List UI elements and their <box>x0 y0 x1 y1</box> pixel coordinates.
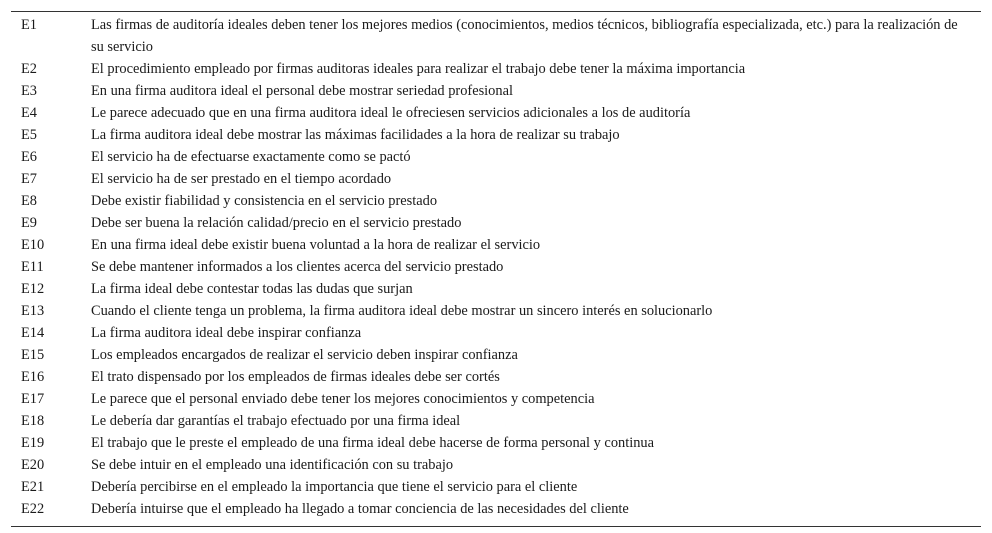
item-statement: Debería percibirse en el empleado la importancia que tiene el servicio para el cliente <box>91 479 578 495</box>
item-code: E21 <box>21 479 45 495</box>
item-code: E19 <box>21 435 45 451</box>
item-code: E20 <box>21 457 45 473</box>
table-row <box>11 256 981 278</box>
item-code: E5 <box>21 127 37 143</box>
item-statement: Debería intuirse que el empleado ha llegado a tomar conciencia de las necesidades del cliente <box>91 501 629 517</box>
item-statement: Le parece que el personal enviado debe tener los mejores conocimientos y competencia <box>91 391 595 407</box>
table-row <box>11 124 981 146</box>
item-code: E7 <box>21 171 37 187</box>
item-statement: Los empleados encargados de realizar el servicio deben inspirar confianza <box>91 347 518 363</box>
table-row <box>11 454 981 476</box>
item-code: E2 <box>21 61 37 77</box>
item-code: E6 <box>21 149 37 165</box>
item-code: E11 <box>21 259 44 275</box>
table-body <box>11 14 981 520</box>
item-statement: Se debe intuir en el empleado una identificación con su trabajo <box>91 457 454 473</box>
item-statement: Las firmas de auditoría ideales deben tener los mejores medios (conocimientos, medios técnicos, bibliografía especializada, etc.) para la realización de su servicio <box>91 17 958 55</box>
table-row <box>11 190 981 212</box>
item-statement: Le parece adecuado que en una firma auditora ideal le ofreciesen servicios adicionales a los de auditoría <box>91 105 691 121</box>
table-row <box>11 168 981 190</box>
item-code: E10 <box>21 237 45 253</box>
table-row <box>11 366 981 388</box>
table-row <box>11 212 981 234</box>
item-statement: La firma ideal debe contestar todas las dudas que surjan <box>91 281 413 297</box>
item-statement: La firma auditora ideal debe mostrar las máximas facilidades a la hora de realizar su trabajo <box>91 127 620 143</box>
table-row <box>11 234 981 256</box>
table-row <box>11 410 981 432</box>
item-code: E14 <box>21 325 45 341</box>
item-statement: Cuando el cliente tenga un problema, la firma auditora ideal debe mostrar un sincero interés en solucionarlo <box>91 303 713 319</box>
table-row <box>11 14 981 58</box>
item-statement: El procedimiento empleado por firmas auditoras ideales para realizar el trabajo debe tener la máxima importancia <box>91 61 746 77</box>
item-code: E17 <box>21 391 45 407</box>
table-row <box>11 344 981 366</box>
table-row <box>11 58 981 80</box>
item-code: E12 <box>21 281 45 297</box>
item-statement: Debe ser buena la relación calidad/precio en el servicio prestado <box>91 215 462 231</box>
table-row <box>11 432 981 454</box>
item-code: E8 <box>21 193 37 209</box>
item-statement: Le debería dar garantías el trabajo efectuado por una firma ideal <box>91 413 461 429</box>
table-row <box>11 322 981 344</box>
items-table <box>11 11 981 527</box>
item-statement: Debe existir fiabilidad y consistencia en el servicio prestado <box>91 193 438 209</box>
item-code: E4 <box>21 105 37 121</box>
item-statement: El trato dispensado por los empleados de firmas ideales debe ser cortés <box>91 369 500 385</box>
item-statement: La firma auditora ideal debe inspirar confianza <box>91 325 362 341</box>
item-statement: El trabajo que le preste el empleado de una firma ideal debe hacerse de forma personal y continua <box>91 435 654 451</box>
table-row <box>11 102 981 124</box>
table-row <box>11 278 981 300</box>
table-row <box>11 80 981 102</box>
item-statement: El servicio ha de efectuarse exactamente como se pactó <box>91 149 411 165</box>
table-row <box>11 300 981 322</box>
table-row <box>11 498 981 520</box>
item-statement: El servicio ha de ser prestado en el tiempo acordado <box>91 171 392 187</box>
item-code: E15 <box>21 347 45 363</box>
item-code: E3 <box>21 83 37 99</box>
item-statement: Se debe mantener informados a los clientes acerca del servicio prestado <box>91 259 504 275</box>
table-row <box>11 476 981 498</box>
item-code: E13 <box>21 303 45 319</box>
item-code: E16 <box>21 369 45 385</box>
item-code: E1 <box>21 17 37 33</box>
item-code: E18 <box>21 413 45 429</box>
item-code: E9 <box>21 215 37 231</box>
item-code: E22 <box>21 501 45 517</box>
table-row <box>11 146 981 168</box>
table-row <box>11 388 981 410</box>
item-statement: En una firma ideal debe existir buena voluntad a la hora de realizar el servicio <box>91 237 541 253</box>
items-table-grid <box>11 14 981 520</box>
item-statement: En una firma auditora ideal el personal debe mostrar seriedad profesional <box>91 83 513 99</box>
